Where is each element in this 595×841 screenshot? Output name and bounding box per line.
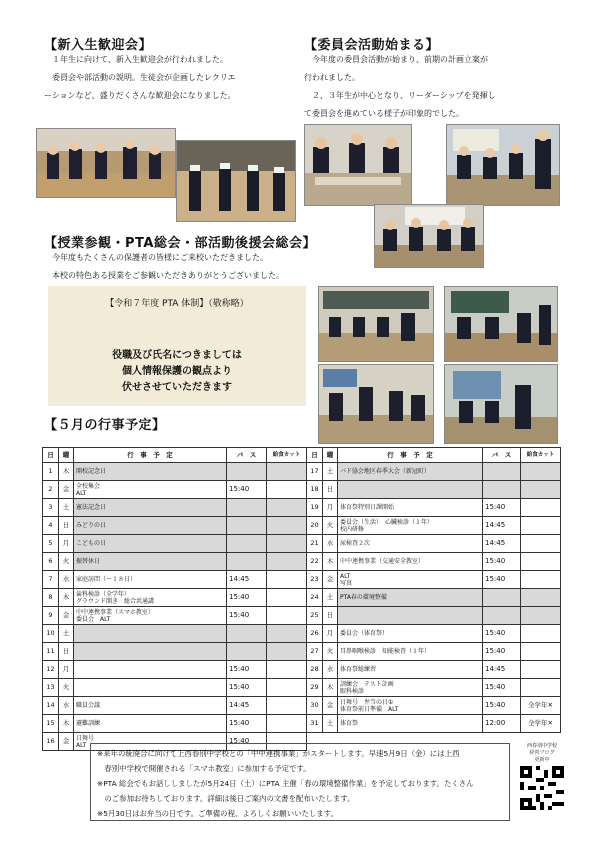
schedule-row	[43, 589, 307, 607]
header-lunch-cut: 給食カット	[521, 448, 561, 463]
schedule-event: 中中連携事業（交通安全教室）	[338, 553, 483, 571]
schedule-weekday: 月	[59, 661, 74, 679]
schedule-bus-time	[227, 625, 267, 643]
schedule-bus-time: 14:45	[227, 571, 267, 589]
schedule-bus-time	[227, 499, 267, 517]
header-day: 日	[43, 448, 59, 463]
schedule-day: 15	[43, 715, 59, 733]
schedule-day: 7	[43, 571, 59, 589]
qr-caption-line: 更新中	[534, 757, 550, 763]
schedule-day: 2	[43, 481, 59, 499]
schedule-table-right	[306, 447, 561, 733]
schedule-day: 8	[43, 589, 59, 607]
schedule-day: 1	[43, 463, 59, 481]
schedule-lunch-cut	[267, 499, 307, 517]
schedule-event: 家庭訪問（～１８日）	[74, 571, 227, 589]
schedule-weekday: 金	[59, 607, 74, 625]
blog-qr-block	[517, 743, 567, 813]
welcome-text	[44, 51, 304, 105]
schedule-row	[307, 553, 561, 571]
schedule-day: 13	[43, 679, 59, 697]
schedule-row	[43, 517, 307, 535]
schedule-weekday: 火	[59, 679, 74, 697]
header-weekday: 曜	[59, 448, 74, 463]
schedule-day: 25	[307, 607, 323, 625]
pta-notice-box	[48, 286, 306, 406]
pta-body-line: 個人情報保護の観点より	[122, 366, 232, 377]
schedule-row	[307, 697, 561, 715]
schedule-row	[307, 571, 561, 589]
committee-photo-2	[446, 124, 560, 206]
schedule-lunch-cut	[267, 589, 307, 607]
schedule-event: ALT 写真	[338, 571, 483, 589]
welcome-heading: 【新入生歓迎会】	[44, 38, 153, 53]
schedule-event: 全校集会 ALT	[74, 481, 227, 499]
schedule-row	[307, 589, 561, 607]
schedule-bus-time: 15:40	[227, 679, 267, 697]
schedule-weekday: 水	[323, 661, 338, 679]
visit-heading: 【授業参観・PTA総会・部活動後援会総会】	[44, 236, 316, 251]
schedule-day: 27	[307, 643, 323, 661]
visit-text	[52, 249, 322, 285]
schedule-bus-time: 15:40	[483, 499, 521, 517]
schedule-row	[307, 481, 561, 499]
schedule-bus-time: 15:40	[483, 625, 521, 643]
schedule-bus-time: 15:40	[227, 733, 267, 751]
schedule-lunch-cut: 全学年✕	[521, 715, 561, 733]
schedule-day: 17	[307, 463, 323, 481]
schedule-lunch-cut	[267, 481, 307, 499]
schedule-event: 委員会（生活） 心臓検診（１年） 校内研修	[338, 517, 483, 535]
schedule-event	[74, 625, 227, 643]
schedule-weekday: 土	[323, 715, 338, 733]
welcome-line: 委員会や部活動の説明。生徒会が企画したレクリエ	[52, 73, 236, 82]
schedule-header-row	[43, 448, 307, 463]
schedule-weekday: 水	[59, 697, 74, 715]
schedule-day: 31	[307, 715, 323, 733]
schedule-event: 訓練会 テスト計画 眼科検診	[338, 679, 483, 697]
schedule-day: 19	[307, 499, 323, 517]
qr-code-icon[interactable]	[520, 766, 564, 810]
schedule-event: みどりの日	[74, 517, 227, 535]
schedule-row	[307, 517, 561, 535]
schedule-day: 9	[43, 607, 59, 625]
visit-line: 今年度もたくさんの保護者の皆様にご来校いただきました。	[52, 253, 268, 262]
schedule-lunch-cut	[521, 535, 561, 553]
schedule-bus-time: 12:00	[483, 715, 521, 733]
schedule-weekday: 月	[323, 625, 338, 643]
schedule-bus-time: 15:40	[483, 571, 521, 589]
schedule-day: 29	[307, 679, 323, 697]
schedule-lunch-cut	[521, 625, 561, 643]
schedule-bus-time	[227, 643, 267, 661]
schedule-event	[74, 661, 227, 679]
schedule-lunch-cut	[267, 661, 307, 679]
schedule-lunch-cut	[267, 535, 307, 553]
schedule-lunch-cut	[521, 481, 561, 499]
schedule-weekday: 日	[59, 517, 74, 535]
schedule-bus-time: 15:40	[483, 643, 521, 661]
schedule-event	[338, 607, 483, 625]
schedule-weekday: 日	[323, 481, 338, 499]
committee-photo-3	[374, 204, 484, 268]
schedule-bus-time: 15:40	[227, 589, 267, 607]
schedule-day: 18	[307, 481, 323, 499]
schedule-row	[43, 697, 307, 715]
schedule-weekday: 火	[59, 553, 74, 571]
schedule-day: 4	[43, 517, 59, 535]
schedule-row	[307, 715, 561, 733]
committee-line: 行われました。	[304, 73, 360, 82]
header-event: 行 事 予 定	[74, 448, 227, 463]
schedule-row	[43, 535, 307, 553]
schedule-day: 22	[307, 553, 323, 571]
note-line: ※来年の統廃合に向けて上西春別中学校との「中中連携事業」がスタートします。早速5月9日（金）には上西	[97, 749, 460, 758]
schedule-event: 歯科検診（全学年） グラウンド開き 総合共通講	[74, 589, 227, 607]
pta-title: 【令和７年度 PTA 体制】（敬称略）	[105, 299, 249, 309]
schedule-lunch-cut	[521, 607, 561, 625]
schedule-event: 職員会議	[74, 697, 227, 715]
schedule-bus-time: 15:40	[227, 661, 267, 679]
schedule-day: 12	[43, 661, 59, 679]
welcome-photo-1	[36, 128, 176, 198]
schedule-row	[43, 481, 307, 499]
schedule-weekday: 火	[323, 643, 338, 661]
schedule-row	[43, 553, 307, 571]
header-bus: バ ス	[227, 448, 267, 463]
visit-photo-3	[318, 364, 434, 444]
schedule-day: 30	[307, 697, 323, 715]
schedule-event: 日舞号 弁当の日① 体育祭前日準備 ALT	[338, 697, 483, 715]
schedule-event: 体育祭総練習	[338, 661, 483, 679]
schedule-day: 28	[307, 661, 323, 679]
schedule-row	[43, 499, 307, 517]
schedule-weekday: 土	[323, 589, 338, 607]
schedule-weekday: 月	[323, 499, 338, 517]
schedule-bus-time: 15:40	[227, 481, 267, 499]
welcome-line: １年生に向けて、新入生歓迎会が行われました。	[52, 55, 228, 64]
schedule-row	[307, 679, 561, 697]
pta-body	[48, 348, 306, 396]
schedule-lunch-cut	[267, 697, 307, 715]
schedule-table-left	[42, 447, 307, 751]
note-line: ※PTA 総会でもお話ししましたが5月24日（土）にPTA 主催「春の環境整備作業」を予定しております。たくさん	[97, 779, 474, 788]
schedule-lunch-cut	[267, 463, 307, 481]
schedule-weekday: 金	[323, 697, 338, 715]
schedule-event	[74, 679, 227, 697]
schedule-bus-time	[483, 607, 521, 625]
schedule-event: バド協会地区春季大会（新冠町）	[338, 463, 483, 481]
schedule-bus-time	[227, 463, 267, 481]
schedule-row	[43, 715, 307, 733]
schedule-day: 11	[43, 643, 59, 661]
pta-body-line: 伏せさせていただきます	[122, 382, 232, 393]
schedule-day: 14	[43, 697, 59, 715]
schedule-lunch-cut	[267, 571, 307, 589]
schedule-header-row	[307, 448, 561, 463]
schedule-event: PTA春の環境整備	[338, 589, 483, 607]
visit-line: 本校の特色ある授業をご参観いただきありがとうございました。	[52, 271, 284, 280]
schedule-weekday: 木	[59, 715, 74, 733]
schedule-event: 耳鼻咽喉検診 知能検査（１年）	[338, 643, 483, 661]
schedule-weekday: 土	[59, 625, 74, 643]
notes-box	[90, 743, 510, 821]
header-lunch-cut: 給食カット	[267, 448, 307, 463]
schedule-day: 10	[43, 625, 59, 643]
schedule-row	[43, 463, 307, 481]
schedule-weekday: 日	[323, 607, 338, 625]
schedule-lunch-cut	[521, 463, 561, 481]
schedule-weekday: 金	[59, 481, 74, 499]
header-day: 日	[307, 448, 323, 463]
schedule-lunch-cut	[267, 679, 307, 697]
schedule-weekday: 日	[59, 643, 74, 661]
schedule-event	[74, 643, 227, 661]
schedule-event: 委員会（体育祭）	[338, 625, 483, 643]
schedule-weekday: 土	[323, 463, 338, 481]
schedule-bus-time: 14:45	[483, 661, 521, 679]
schedule-event: 避難訓練	[74, 715, 227, 733]
schedule-lunch-cut	[267, 607, 307, 625]
schedule-weekday: 水	[323, 535, 338, 553]
schedule-event: こどもの日	[74, 535, 227, 553]
schedule-bus-time: 15:40	[483, 697, 521, 715]
schedule-weekday: 木	[323, 553, 338, 571]
schedule-row	[307, 607, 561, 625]
schedule-row	[307, 463, 561, 481]
committee-line: ２，３年生が中心となり、リーダーシップを発揮し	[312, 91, 496, 100]
schedule-bus-time	[483, 589, 521, 607]
schedule-weekday: 木	[59, 589, 74, 607]
note-line: ※5月30日はお弁当の日です。ご準備の程、よろしくお願いいたします。	[97, 809, 338, 818]
welcome-line: ーションなど、盛りだくさんな歓迎会になりました。	[44, 91, 236, 100]
schedule-lunch-cut	[521, 661, 561, 679]
schedule-row	[307, 625, 561, 643]
schedule-row	[307, 643, 561, 661]
schedule-bus-time	[227, 553, 267, 571]
qr-caption-line: 西春別中学校	[526, 743, 557, 749]
schedule-day: 6	[43, 553, 59, 571]
schedule-lunch-cut	[521, 589, 561, 607]
schedule-event: 尿検査２次	[338, 535, 483, 553]
visit-photo-1	[318, 286, 434, 362]
schedule-row	[307, 661, 561, 679]
schedule-lunch-cut	[267, 715, 307, 733]
visit-photo-4	[444, 364, 558, 444]
schedule-lunch-cut	[521, 517, 561, 535]
qr-caption-line: 経営ブログ	[529, 750, 555, 756]
schedule-event: 中中連携事業（スマホ教室） 委員会 ALT	[74, 607, 227, 625]
schedule-weekday: 月	[59, 535, 74, 553]
schedule-bus-time: 15:40	[227, 715, 267, 733]
schedule-bus-time: 14:45	[483, 535, 521, 553]
schedule-weekday: 土	[59, 499, 74, 517]
schedule-row	[43, 607, 307, 625]
schedule-weekday: 火	[323, 517, 338, 535]
schedule-lunch-cut	[267, 625, 307, 643]
schedule-row	[43, 643, 307, 661]
header-weekday: 曜	[323, 448, 338, 463]
schedule-event	[338, 481, 483, 499]
schedule-lunch-cut	[521, 643, 561, 661]
schedule-bus-time: 14:45	[483, 517, 521, 535]
welcome-photo-2	[176, 140, 296, 222]
schedule-row	[43, 625, 307, 643]
schedule-lunch-cut	[267, 517, 307, 535]
schedule-day: 23	[307, 571, 323, 589]
committee-line: 今年度の委員会活動が始まり、前期の計画立案が	[312, 55, 488, 64]
committee-photo-1	[304, 124, 412, 206]
schedule-day: 20	[307, 517, 323, 535]
note-line: 春別中学校で開催される「スマホ教室」に参加する予定です。	[97, 764, 311, 773]
schedule-day: 26	[307, 625, 323, 643]
schedule-day: 21	[307, 535, 323, 553]
schedule-lunch-cut	[521, 499, 561, 517]
schedule-bus-time	[227, 535, 267, 553]
schedule-row	[43, 679, 307, 697]
schedule-bus-time	[483, 463, 521, 481]
visit-photo-2	[444, 286, 558, 362]
committee-text	[304, 51, 559, 123]
schedule-weekday: 金	[59, 733, 74, 751]
schedule-bus-time: 15:40	[227, 607, 267, 625]
schedule-weekday: 金	[323, 571, 338, 589]
schedule-bus-time: 15:40	[483, 679, 521, 697]
schedule-bus-time	[483, 481, 521, 499]
schedule-lunch-cut: 全学年✕	[521, 697, 561, 715]
schedule-day: 3	[43, 499, 59, 517]
schedule-bus-time: 14:45	[227, 697, 267, 715]
committee-line: て委員会を進めている様子が印象的でした。	[304, 109, 464, 118]
schedule-event: 体育祭特別日課開始	[338, 499, 483, 517]
header-bus: バ ス	[483, 448, 521, 463]
header-event: 行 事 予 定	[338, 448, 483, 463]
schedule-event: 開校記念日	[74, 463, 227, 481]
schedule-bus-time: 15:40	[483, 553, 521, 571]
note-line: のご参加お待ちしております。詳細は後日ご案内の文書を配布いたします。	[97, 794, 355, 803]
schedule-event: 日舞号 ALT	[74, 733, 227, 751]
schedule-lunch-cut	[521, 553, 561, 571]
schedule-weekday: 木	[323, 679, 338, 697]
schedule-lunch-cut	[521, 571, 561, 589]
schedule-weekday: 水	[59, 571, 74, 589]
committee-heading: 【委員会活動始まる】	[304, 38, 440, 53]
schedule-row	[43, 661, 307, 679]
schedule-event: 体育祭	[338, 715, 483, 733]
schedule-day: 16	[43, 733, 59, 751]
schedule-day: 24	[307, 589, 323, 607]
schedule-row	[307, 499, 561, 517]
schedule-weekday: 木	[59, 463, 74, 481]
pta-body-line: 役職及び氏名につきましては	[112, 350, 242, 361]
schedule-day: 5	[43, 535, 59, 553]
schedule-lunch-cut	[267, 553, 307, 571]
schedule-lunch-cut	[521, 679, 561, 697]
schedule-lunch-cut	[267, 643, 307, 661]
schedule-event: 振替休日	[74, 553, 227, 571]
schedule-heading: 【５月の行事予定】	[44, 418, 166, 433]
schedule-row	[43, 571, 307, 589]
schedule-bus-time	[227, 517, 267, 535]
schedule-row	[307, 535, 561, 553]
schedule-event: 憲法記念日	[74, 499, 227, 517]
